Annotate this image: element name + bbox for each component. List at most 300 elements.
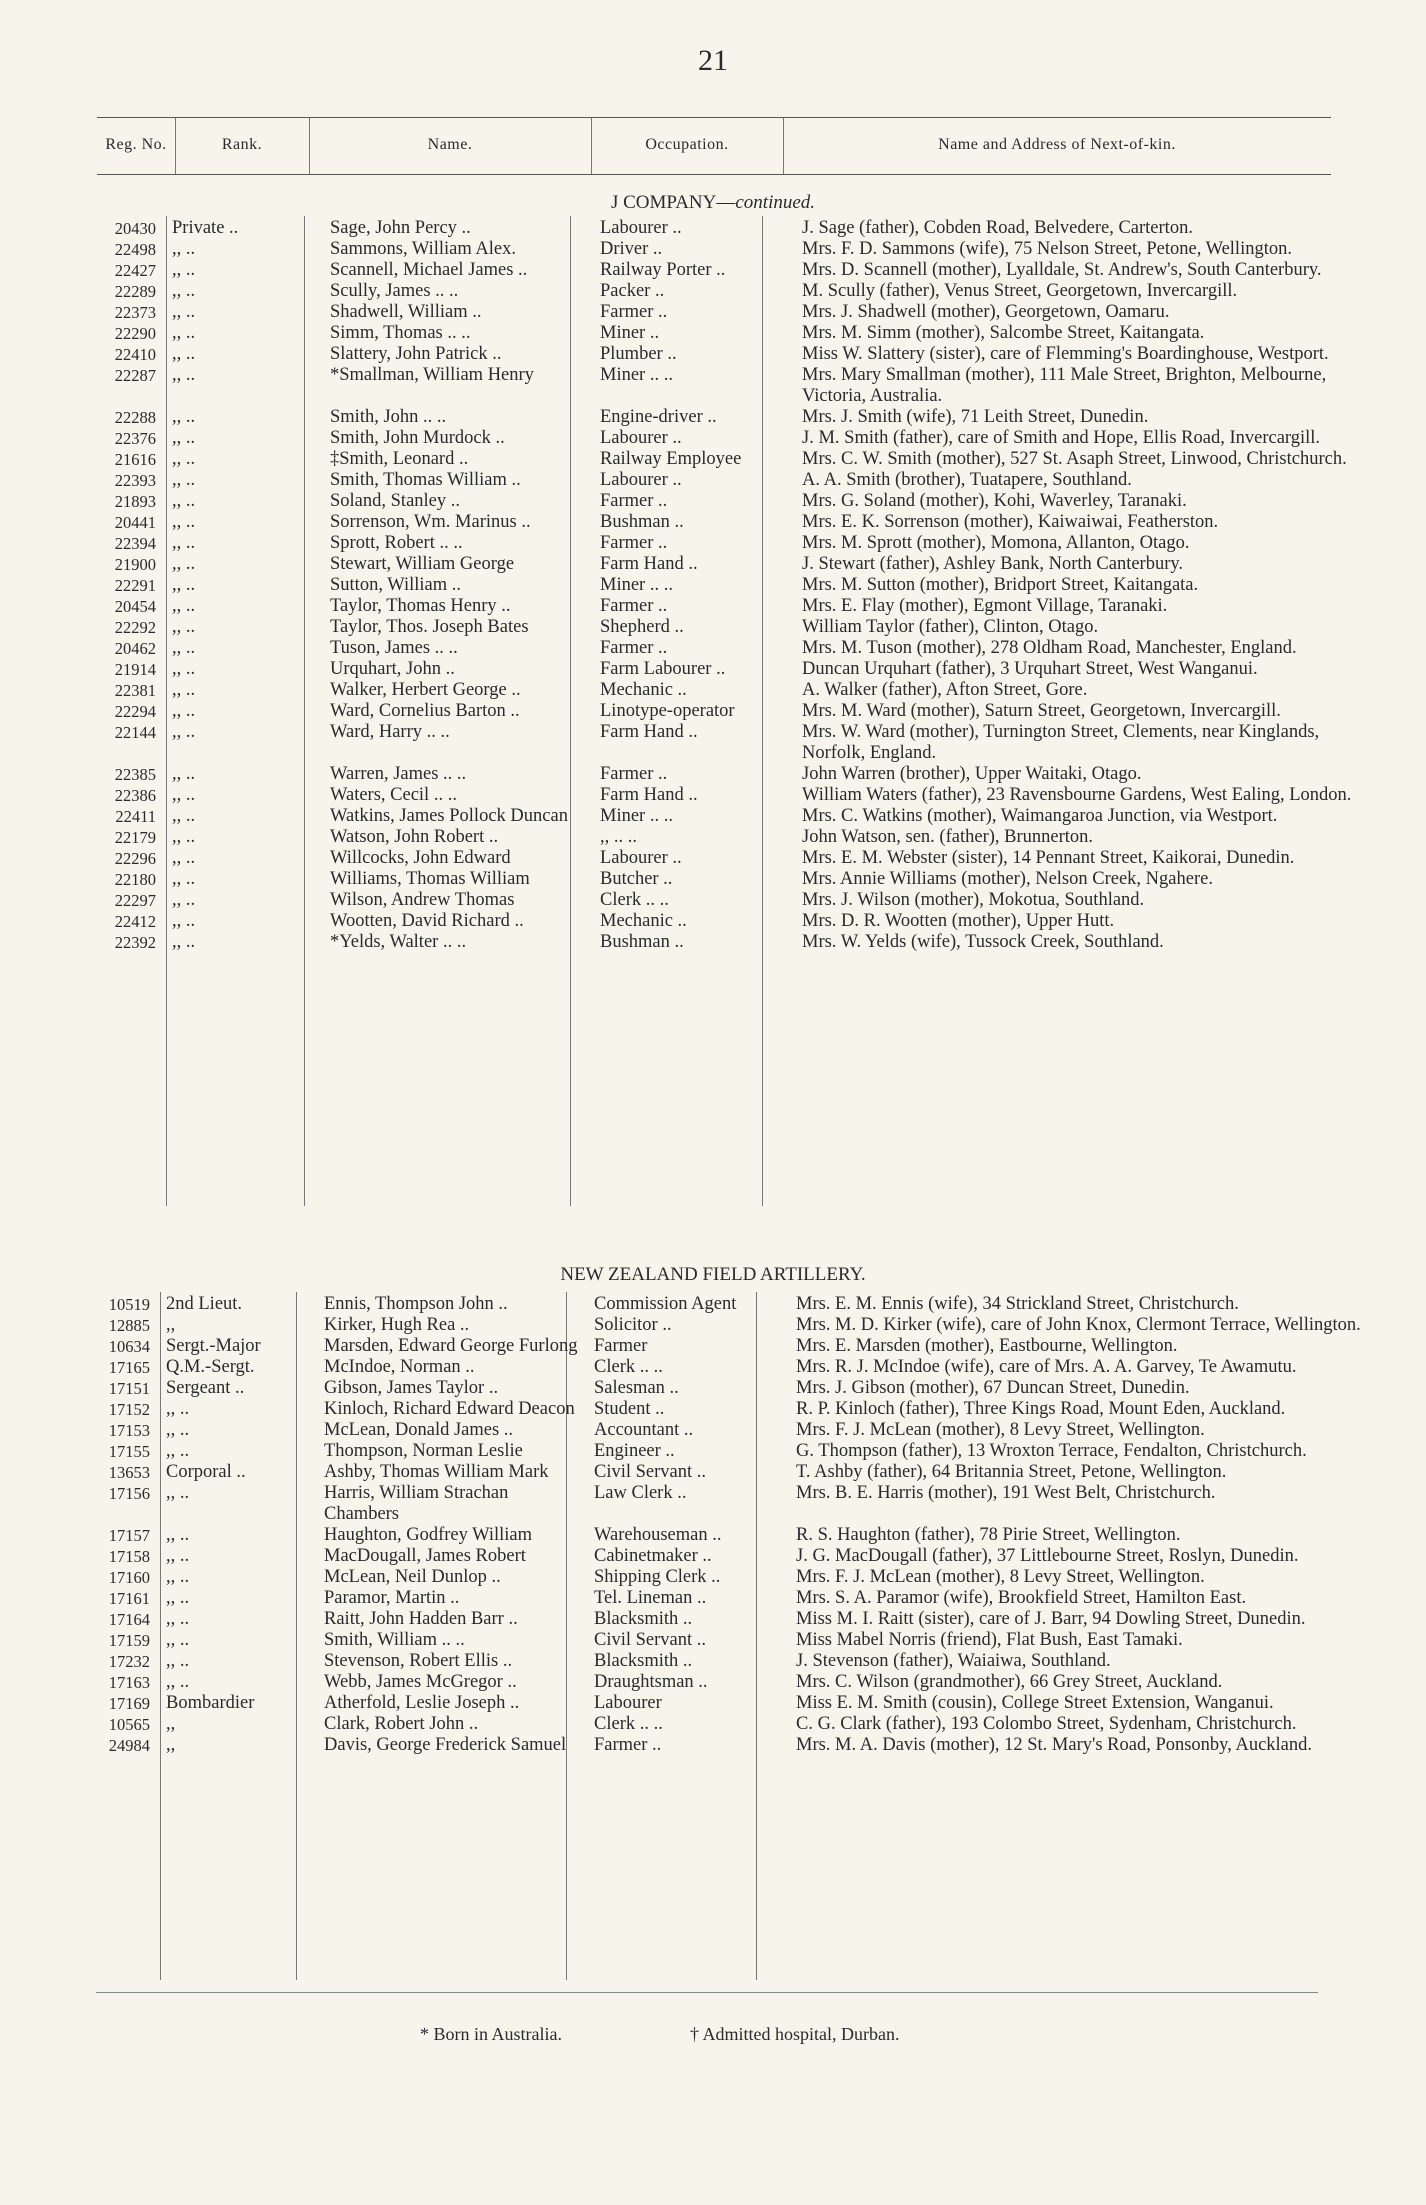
rank: ,, .. [166,1672,190,1692]
rank: ,, .. [172,764,196,784]
table-row [100,512,1382,533]
reg-number: 17152 [108,1400,150,1419]
occupation: Labourer .. [600,218,682,238]
occupation: Driver .. [600,239,663,259]
table-row [100,449,1382,470]
table-row [94,1546,1376,1567]
reg-number: 10519 [108,1295,150,1314]
next-of-kin: Mrs. W. Ward (mother), Turnington Street, Clements, near Kinglands, Norfolk, England. [802,722,1320,763]
next-of-kin: Mrs. C. Wilson (grandmother), 66 Grey Street, Auckland. [796,1672,1223,1692]
soldier-name: Paramor, Martin .. [324,1588,460,1608]
header-bottom-rule [97,174,1331,175]
col-header-next-of-kin: Name and Address of Next-of-kin. [938,136,1176,153]
occupation: Clerk .. .. [600,890,669,910]
rank: ,, .. [172,932,196,952]
rank: Sergt.-Major [166,1336,261,1356]
rank: ,, .. [166,1483,190,1503]
rank: ,, .. [172,533,196,553]
soldier-name: McLean, Neil Dunlop .. [324,1567,501,1587]
next-of-kin: Mrs. Mary Smallman (mother), 111 Male Street, Brighton, Melbourne, Victoria, Australia. [802,365,1327,406]
soldier-name: Tuson, James .. .. [330,638,458,658]
reg-number: 22385 [114,765,156,784]
occupation: Clerk .. .. [594,1714,663,1734]
next-of-kin: Mrs. M. D. Kirker (wife), care of John Knox, Clermont Terrace, Wellington. [796,1315,1361,1335]
next-of-kin: Mrs. C. Watkins (mother), Waimangaroa Junction, via Westport. [802,806,1278,826]
soldier-name: Thompson, Norman Leslie [324,1441,523,1461]
next-of-kin: Mrs. J. Smith (wife), 71 Leith Street, Dunedin. [802,407,1149,427]
occupation: Labourer .. [600,428,682,448]
reg-number: 22393 [114,471,156,490]
table-row [100,218,1382,239]
rank: ,, .. [172,596,196,616]
reg-number: 10565 [108,1715,150,1734]
next-of-kin: Duncan Urquhart (father), 3 Urquhart Street, West Wanganui. [802,659,1258,679]
next-of-kin: Mrs. F. J. McLean (mother), 8 Levy Street, Wellington. [796,1420,1205,1440]
next-of-kin: Mrs. D. Scannell (mother), Lyalldale, St. Andrew's, South Canterbury. [802,260,1322,280]
occupation: Packer .. [600,281,665,301]
rank: ,, .. [172,344,196,364]
rank: ,, .. [166,1441,190,1461]
next-of-kin: T. Ashby (father), 64 Britannia Street, Petone, Wellington. [796,1462,1227,1482]
occupation: Miner .. .. [600,575,673,595]
occupation: Farm Labourer .. [600,659,726,679]
reg-number: 22180 [114,870,156,889]
soldier-name: Scully, James .. .. [330,281,459,301]
reg-number: 22179 [114,828,156,847]
soldier-name: *Yelds, Walter .. .. [330,932,467,952]
occupation: Farm Hand .. [600,554,698,574]
table-row [100,470,1382,491]
reg-number: 22291 [114,576,156,595]
next-of-kin: Mrs. M. Sprott (mother), Momona, Allanton, Otago. [802,533,1190,553]
footnote-admitted-hospital: † Admitted hospital, Durban. [690,2024,900,2044]
rank: ,, .. [166,1588,190,1608]
occupation: Farmer .. [600,491,668,511]
next-of-kin: Mrs. R. J. McIndoe (wife), care of Mrs. A. A. Garvey, Te Awamutu. [796,1357,1297,1377]
rank: ,, .. [172,491,196,511]
rank: ,, .. [172,869,196,889]
table-row [100,659,1382,680]
next-of-kin: Mrs. J. Shadwell (mother), Georgetown, Oamaru. [802,302,1170,322]
occupation: Accountant .. [594,1420,694,1440]
next-of-kin: Mrs. W. Yelds (wife), Tussock Creek, Southland. [802,932,1164,952]
table-row [100,344,1382,365]
soldier-name: Sprott, Robert .. .. [330,533,463,553]
table-row [100,617,1382,638]
table-row [100,323,1382,344]
rank: ,, .. [172,239,196,259]
occupation: Solicitor .. [594,1315,672,1335]
soldier-name: Stevenson, Robert Ellis .. [324,1651,513,1671]
reg-number: 17151 [108,1379,150,1398]
occupation: Farmer .. [594,1735,662,1755]
occupation: Engineer .. [594,1441,675,1461]
reg-number: 22386 [114,786,156,805]
soldier-name: Raitt, John Hadden Barr .. [324,1609,518,1629]
table-row [100,365,1382,407]
col-header-name: Name. [427,136,473,153]
occupation: Engine-driver .. [600,407,717,427]
reg-number: 17164 [108,1610,150,1629]
rank: ,, .. [172,848,196,868]
next-of-kin: Mrs. M. Ward (mother), Saturn Street, Georgetown, Invercargill. [802,701,1281,721]
rank: ,, .. [166,1567,190,1587]
occupation: Law Clerk .. [594,1483,687,1503]
next-of-kin: Mrs. J. Wilson (mother), Mokotua, Southland. [802,890,1145,910]
rank: ,, .. [172,911,196,931]
table-row [94,1420,1376,1441]
header-divider [175,118,176,174]
table-row [94,1567,1376,1588]
rank: ,, .. [172,302,196,322]
occupation: Farmer .. [600,533,668,553]
occupation: Plumber .. [600,344,677,364]
next-of-kin: Mrs. F. J. McLean (mother), 8 Levy Street, Wellington. [796,1567,1205,1587]
next-of-kin: Mrs. M. Simm (mother), Salcombe Street, Kaitangata. [802,323,1205,343]
soldier-name: Shadwell, William .. [330,302,482,322]
reg-number: 22294 [114,702,156,721]
soldier-name: Haughton, Godfrey William [324,1525,533,1545]
rank: ,, .. [172,470,196,490]
footnote-born-australia: * Born in Australia. [420,2024,562,2044]
reg-number: 22411 [115,807,156,826]
rank: ,, .. [166,1609,190,1629]
table-row [100,722,1382,764]
reg-number: 22394 [114,534,156,553]
occupation: Warehouseman .. [594,1525,722,1545]
header-divider [309,118,310,174]
soldier-name: Ennis, Thompson John .. [324,1294,508,1314]
header-divider [783,118,784,174]
rank: ,, .. [166,1651,190,1671]
reg-number: 22427 [114,261,156,280]
soldier-name: McLean, Donald James .. [324,1420,514,1440]
next-of-kin: Mrs. F. D. Sammons (wife), 75 Nelson Street, Petone, Wellington. [802,239,1292,259]
rank: ,, .. [172,512,196,532]
rank: ,, .. [172,323,196,343]
soldier-name: Ward, Cornelius Barton .. [330,701,520,721]
rank: ,, [166,1714,176,1734]
soldier-name: Sammons, William Alex. [330,239,516,259]
reg-number: 24984 [108,1736,150,1755]
soldier-name: Warren, James .. .. [330,764,467,784]
soldier-name: Ashby, Thomas William Mark [324,1462,549,1482]
table-row [94,1693,1376,1714]
bottom-rule [96,1992,1318,1993]
reg-number: 17160 [108,1568,150,1587]
soldier-name: Marsden, Edward George Furlong [324,1336,578,1356]
soldier-name: Watson, John Robert .. [330,827,499,847]
occupation: Commission Agent [594,1294,737,1314]
soldier-name: Williams, Thomas William [330,869,530,889]
rank: ,, .. [172,449,196,469]
occupation: Farm Hand .. [600,722,698,742]
occupation: Bushman .. [600,932,684,952]
soldier-name: Smith, William .. .. [324,1630,465,1650]
occupation: Farm Hand .. [600,785,698,805]
next-of-kin: A. A. Smith (brother), Tuatapere, Southland. [802,470,1132,490]
next-of-kin: J. Stevenson (father), Waiaiwa, Southland. [796,1651,1111,1671]
rank: ,, [166,1315,176,1335]
rank: ,, .. [172,617,196,637]
rank: ,, .. [172,407,196,427]
occupation: Mechanic .. [600,680,687,700]
rank: Bombardier [166,1693,255,1713]
next-of-kin: A. Walker (father), Afton Street, Gore. [802,680,1088,700]
occupation: Civil Servant .. [594,1462,707,1482]
occupation: Labourer .. [600,848,682,868]
next-of-kin: William Taylor (father), Clinton, Otago. [802,617,1099,637]
table-row [100,239,1382,260]
reg-number: 21914 [114,660,156,679]
roll-table-field-artillery [94,1294,1376,1756]
soldier-name: Atherfold, Leslie Joseph .. [324,1693,520,1713]
header-divider [591,118,592,174]
table-row [100,827,1382,848]
occupation: Railway Porter .. [600,260,726,280]
section-title-nz-field-artillery [0,1264,1426,1286]
reg-number: 22498 [114,240,156,259]
table-row [94,1483,1376,1525]
occupation: Miner .. .. [600,806,673,826]
reg-number: 20454 [114,597,156,616]
column-header-row [97,118,1331,174]
table-row [94,1336,1376,1357]
reg-number: 20441 [114,513,156,532]
occupation: Farmer [594,1336,648,1356]
next-of-kin: Mrs. E. K. Sorrenson (mother), Kaiwaiwai, Featherston. [802,512,1219,532]
soldier-name: Stewart, William George [330,554,515,574]
occupation: Clerk .. .. [594,1357,663,1377]
table-row [94,1588,1376,1609]
next-of-kin: William Waters (father), 23 Ravensbourne Gardens, West Ealing, London. [802,785,1352,805]
rank: ,, .. [166,1525,190,1545]
soldier-name: Wilson, Andrew Thomas [330,890,515,910]
reg-number: 17156 [108,1484,150,1503]
soldier-name: Soland, Stanley .. [330,491,461,511]
reg-number: 17153 [108,1421,150,1440]
occupation: Cabinetmaker .. [594,1546,712,1566]
rank: ,, .. [172,785,196,805]
reg-number: 22288 [114,408,156,427]
next-of-kin: M. Scully (father), Venus Street, Georgetown, Invercargill. [802,281,1238,301]
next-of-kin: Miss Mabel Norris (friend), Flat Bush, East Tamaki. [796,1630,1183,1650]
soldier-name: Gibson, James Taylor .. [324,1378,499,1398]
soldier-name: Simm, Thomas .. .. [330,323,471,343]
reg-number: 17158 [108,1547,150,1566]
reg-number: 22144 [114,723,156,742]
reg-number: 17155 [108,1442,150,1461]
table-row [100,869,1382,890]
soldier-name: Smith, John .. .. [330,407,447,427]
rank: Sergeant .. [166,1378,245,1398]
occupation: Draughtsman .. [594,1672,708,1692]
rank: ,, .. [166,1630,190,1650]
table-row [100,785,1382,806]
soldier-name: Smith, John Murdock .. [330,428,505,448]
table-row [100,806,1382,827]
reg-number: 22376 [114,429,156,448]
reg-number: 22392 [114,933,156,952]
next-of-kin: G. Thompson (father), 13 Wroxton Terrace, Fendalton, Christchurch. [796,1441,1307,1461]
reg-number: 17165 [108,1358,150,1377]
reg-number: 22381 [114,681,156,700]
rank: ,, .. [172,722,196,742]
reg-number: 21900 [114,555,156,574]
next-of-kin: Mrs. Annie Williams (mother), Nelson Creek, Ngahere. [802,869,1213,889]
next-of-kin: John Watson, sen. (father), Brunnerton. [802,827,1094,847]
soldier-name: MacDougall, James Robert [324,1546,526,1566]
occupation: Shipping Clerk .. [594,1567,721,1587]
table-row [94,1441,1376,1462]
rank: ,, .. [172,680,196,700]
reg-number: 17157 [108,1526,150,1545]
soldier-name: Kinloch, Richard Edward Deacon [324,1399,575,1419]
reg-number: 10634 [108,1337,150,1356]
reg-number: 20430 [114,219,156,238]
page-number: 21 [698,44,728,77]
table-row [100,890,1382,911]
soldier-name: Harris, William Strachan Chambers [324,1483,509,1524]
col-header-reg: Reg. No. [105,136,167,153]
next-of-kin: Mrs. E. Marsden (mother), Eastbourne, Wellington. [796,1336,1178,1356]
section-title-text: NEW ZEALAND FIELD ARTILLERY. [560,1264,866,1285]
table-row [94,1462,1376,1483]
occupation: Blacksmith .. [594,1609,693,1629]
rank: ,, .. [166,1546,190,1566]
next-of-kin: Mrs. C. W. Smith (mother), 527 St. Asaph Street, Linwood, Christchurch. [802,449,1347,469]
reg-number: 12885 [108,1316,150,1335]
occupation: Farmer .. [600,596,668,616]
col-header-occupation: Occupation. [645,136,729,153]
soldier-name: Kirker, Hugh Rea .. [324,1315,470,1335]
reg-number: 17163 [108,1673,150,1692]
reg-number: 21616 [114,450,156,469]
table-row [100,575,1382,596]
soldier-name: Ward, Harry .. .. [330,722,450,742]
table-row [94,1630,1376,1651]
table-row [100,680,1382,701]
soldier-name: Urquhart, John .. [330,659,455,679]
occupation: Blacksmith .. [594,1651,693,1671]
reg-number: 17232 [108,1652,150,1671]
table-row [100,764,1382,785]
soldier-name: *Smallman, William Henry [330,365,534,385]
next-of-kin: Mrs. G. Soland (mother), Kohi, Waverley, Taranaki. [802,491,1187,511]
next-of-kin: Mrs. M. A. Davis (mother), 12 St. Mary's Road, Ponsonby, Auckland. [796,1735,1313,1755]
rank: ,, .. [172,806,196,826]
reg-number: 22292 [114,618,156,637]
next-of-kin: Mrs. D. R. Wootten (mother), Upper Hutt. [802,911,1115,931]
rank: ,, .. [172,554,196,574]
table-row [94,1714,1376,1735]
next-of-kin: Mrs. M. Sutton (mother), Bridport Street, Kaitangata. [802,575,1199,595]
reg-number: 22373 [114,303,156,322]
next-of-kin: J. Sage (father), Cobden Road, Belvedere, Carterton. [802,218,1193,238]
table-row [100,932,1382,953]
table-row [100,428,1382,449]
table-row [100,911,1382,932]
table-row [94,1399,1376,1420]
soldier-name: Willcocks, John Edward [330,848,511,868]
reg-number: 22410 [114,345,156,364]
table-row [100,281,1382,302]
occupation: Farmer .. [600,764,668,784]
occupation: Tel. Lineman .. [594,1588,707,1608]
rank: ,, .. [172,575,196,595]
reg-number: 22290 [114,324,156,343]
occupation: Student .. [594,1399,665,1419]
rank: ,, .. [166,1420,190,1440]
table-row [94,1672,1376,1693]
section-title-suffix: continued. [735,192,816,213]
soldier-name: Taylor, Thomas Henry .. [330,596,511,616]
table-row [94,1294,1376,1315]
next-of-kin: Mrs. E. Flay (mother), Egmont Village, Taranaki. [802,596,1168,616]
table-row [100,260,1382,281]
table-row [94,1357,1376,1378]
rank: ,, [166,1735,176,1755]
occupation: Salesman .. [594,1378,679,1398]
table-row [94,1525,1376,1546]
soldier-name: Waters, Cecil .. .. [330,785,457,805]
table-row [94,1315,1376,1336]
next-of-kin: Mrs. S. A. Paramor (wife), Brookfield Street, Hamilton East. [796,1588,1247,1608]
soldier-name: Wootten, David Richard .. [330,911,524,931]
reg-number: 21893 [114,492,156,511]
occupation: Farmer .. [600,302,668,322]
soldier-name: Scannell, Michael James .. [330,260,528,280]
section-title-text: J COMPANY— [610,192,736,213]
table-row [94,1609,1376,1630]
soldier-name: ‡Smith, Leonard .. [330,449,469,469]
next-of-kin: J. G. MacDougall (father), 37 Littlebourne Street, Roslyn, Dunedin. [796,1546,1299,1566]
reg-number: 20462 [114,639,156,658]
occupation: Civil Servant .. [594,1630,707,1650]
section-title-j-company [0,192,1426,214]
occupation: Farmer .. [600,638,668,658]
soldier-name: Clark, Robert John .. [324,1714,479,1734]
soldier-name: Sage, John Percy .. [330,218,471,238]
reg-number: 17161 [108,1589,150,1608]
soldier-name: Slattery, John Patrick .. [330,344,502,364]
rank: ,, .. [172,365,196,385]
table-row [100,491,1382,512]
reg-number: 22287 [114,366,156,385]
table-row [94,1378,1376,1399]
reg-number: 17159 [108,1631,150,1650]
next-of-kin: R. P. Kinloch (father), Three Kings Road, Mount Eden, Auckland. [796,1399,1286,1419]
table-row [100,302,1382,323]
occupation: Shepherd .. [600,617,684,637]
next-of-kin: R. S. Haughton (father), 78 Pirie Street, Wellington. [796,1525,1181,1545]
occupation: Labourer [594,1693,662,1713]
soldier-name: Taylor, Thos. Joseph Bates [330,617,529,637]
soldier-name: Webb, James McGregor .. [324,1672,517,1692]
rank: ,, .. [172,638,196,658]
next-of-kin: C. G. Clark (father), 193 Colombo Street, Sydenham, Christchurch. [796,1714,1297,1734]
soldier-name: Sutton, William .. [330,575,461,595]
next-of-kin: Miss M. I. Raitt (sister), care of J. Barr, 94 Dowling Street, Dunedin. [796,1609,1306,1629]
occupation: Butcher .. [600,869,673,889]
reg-number: 13653 [108,1463,150,1482]
next-of-kin: Mrs. E. M. Webster (sister), 14 Pennant Street, Kaikorai, Dunedin. [802,848,1295,868]
rank: ,, .. [172,827,196,847]
rank: Corporal .. [166,1462,246,1482]
reg-number: 22296 [114,849,156,868]
occupation: Bushman .. [600,512,684,532]
next-of-kin: J. Stewart (father), Ashley Bank, North Canterbury. [802,554,1184,574]
